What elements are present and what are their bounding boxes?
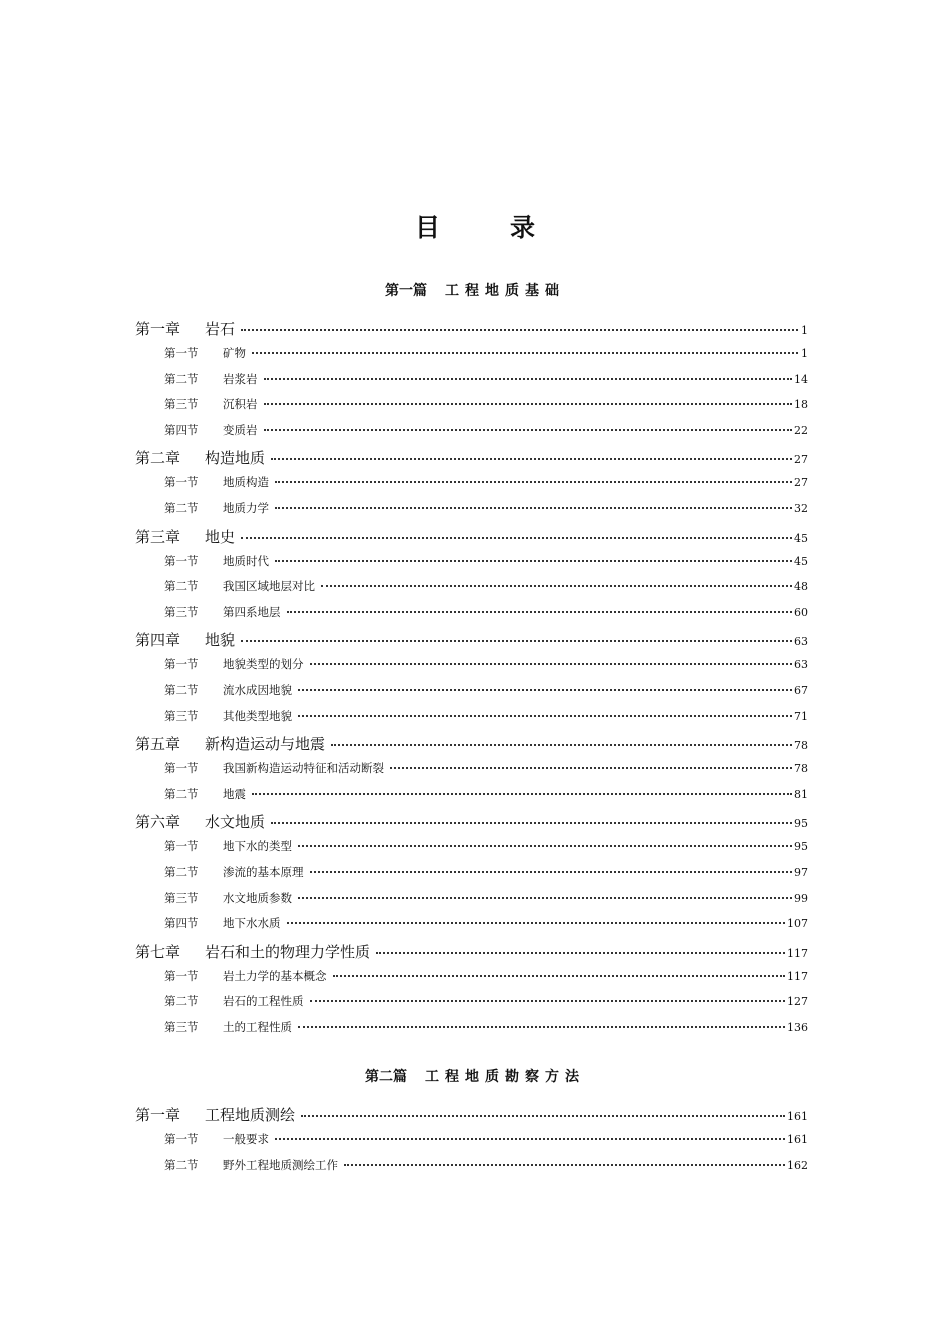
- section-entry[interactable]: [164, 1131, 808, 1147]
- section-title: 地下水的类型: [223, 839, 292, 854]
- page-number: 95: [794, 840, 808, 854]
- chapter-number: 第五章: [135, 735, 181, 754]
- section-title: 矿物: [223, 346, 246, 360]
- section-title: 岩浆岩: [223, 371, 258, 386]
- section-title: 地貌类型的划分: [223, 657, 304, 672]
- chapter-title: 水文地质: [205, 813, 266, 832]
- dot-leader: [271, 457, 792, 460]
- dot-leader: [344, 1163, 785, 1166]
- dot-leader: [252, 792, 792, 795]
- section-entry[interactable]: [164, 474, 808, 490]
- page-number: 45: [794, 531, 808, 545]
- chapter-number: 第三章: [135, 527, 181, 546]
- page-number: 71: [794, 709, 808, 723]
- section-number: 第一节: [164, 1132, 199, 1146]
- dot-leader: [241, 639, 792, 642]
- section-title: 一般要求: [223, 1132, 269, 1146]
- section-number: 第一节: [164, 968, 199, 983]
- page-number: 78: [794, 739, 808, 753]
- dot-leader: [275, 506, 792, 509]
- section-number: 第二节: [164, 865, 199, 879]
- section-entry[interactable]: [164, 838, 808, 854]
- section-entry[interactable]: [164, 371, 808, 387]
- chapter-title: 岩石: [205, 320, 236, 338]
- section-entry[interactable]: [164, 993, 808, 1009]
- part-label: 第二篇: [365, 1069, 407, 1085]
- chapter-entry[interactable]: [135, 1104, 808, 1125]
- section-entry[interactable]: [164, 708, 808, 724]
- part-label: 第一篇: [385, 283, 427, 299]
- page-number: 97: [794, 866, 808, 879]
- page-title-right: 录: [510, 213, 536, 242]
- dot-leader: [333, 974, 786, 977]
- section-number: 第二节: [164, 501, 199, 515]
- section-number: 第二节: [164, 1157, 199, 1172]
- page-number: 136: [787, 1021, 808, 1034]
- dot-leader: [376, 951, 785, 954]
- dot-leader: [287, 610, 793, 613]
- section-number: 第四节: [164, 916, 199, 931]
- section-number: 第二节: [164, 371, 199, 386]
- section-title: 岩石的工程性质: [223, 994, 304, 1009]
- section-entry[interactable]: [164, 760, 808, 776]
- section-entry[interactable]: [164, 604, 808, 620]
- dot-leader: [275, 480, 792, 483]
- dot-leader: [301, 1114, 785, 1117]
- chapter-entry[interactable]: [135, 811, 808, 832]
- chapter-entry[interactable]: [135, 447, 808, 468]
- chapter-entry[interactable]: [135, 629, 808, 650]
- section-number: 第三节: [164, 890, 199, 905]
- section-number: 第一节: [164, 839, 199, 854]
- dot-leader: [264, 377, 793, 380]
- chapter-number: 第四章: [135, 631, 181, 650]
- chapter-entry[interactable]: [135, 526, 808, 547]
- dot-leader: [287, 921, 786, 924]
- section-number: 第二节: [164, 786, 199, 801]
- page-number: 162: [787, 1158, 808, 1172]
- dot-leader: [275, 559, 792, 562]
- chapter-entry[interactable]: [135, 733, 808, 754]
- dot-leader: [310, 662, 793, 665]
- page-number: 81: [794, 787, 808, 801]
- section-title: 第四系地层: [223, 604, 281, 619]
- section-number: 第四节: [164, 422, 199, 437]
- section-title: 沉积岩: [223, 397, 258, 412]
- page-number: 60: [794, 605, 808, 619]
- section-title: 野外工程地质测绘工作: [223, 1157, 338, 1172]
- section-number: 第二节: [164, 994, 199, 1009]
- page-number: 45: [794, 554, 808, 568]
- dot-leader: [310, 870, 793, 873]
- section-entry[interactable]: [164, 396, 808, 412]
- section-title: 地质时代: [223, 553, 269, 568]
- section-number: 第一节: [164, 657, 199, 672]
- dot-leader: [298, 896, 792, 899]
- page-number: 1: [801, 324, 808, 337]
- dot-leader: [298, 688, 792, 691]
- section-entry[interactable]: [164, 786, 808, 802]
- chapter-title: 构造地质: [205, 449, 266, 468]
- section-entry[interactable]: [164, 345, 808, 361]
- chapter-number: 第七章: [135, 942, 181, 961]
- chapter-title: 地貌: [205, 631, 236, 650]
- page-number: 27: [794, 476, 808, 490]
- part-heading: [0, 1066, 950, 1086]
- page-number: 99: [794, 891, 808, 905]
- page-number: 22: [794, 423, 808, 437]
- section-title: 地震: [223, 786, 246, 801]
- dot-leader: [298, 714, 792, 717]
- section-title: 我国区域地层对比: [223, 579, 315, 594]
- section-number: 第二节: [164, 579, 199, 594]
- section-title: 水文地质参数: [223, 890, 292, 905]
- section-entry[interactable]: [164, 968, 808, 984]
- section-title: 渗流的基本原理: [223, 865, 304, 879]
- page-number: 67: [794, 684, 808, 697]
- page-title-left: 目: [414, 213, 440, 242]
- section-entry[interactable]: [164, 553, 808, 569]
- section-number: 第三节: [164, 708, 199, 723]
- section-number: 第二节: [164, 683, 199, 697]
- page-number: 63: [794, 658, 808, 672]
- section-title: 土的工程性质: [223, 1020, 292, 1034]
- section-entry[interactable]: [164, 656, 808, 672]
- chapter-entry[interactable]: [135, 318, 808, 339]
- section-title: 流水成因地貌: [223, 683, 292, 697]
- page-number: 48: [794, 580, 808, 594]
- part-heading: [0, 280, 950, 300]
- section-entry[interactable]: [164, 864, 808, 880]
- page-number: 27: [794, 453, 808, 467]
- dot-leader: [321, 584, 792, 587]
- page-number: 95: [794, 817, 808, 831]
- page-number: 127: [787, 995, 808, 1009]
- dot-leader: [264, 428, 793, 431]
- section-entry[interactable]: [164, 422, 808, 438]
- dot-leader: [252, 351, 798, 354]
- chapter-number: 第一章: [135, 320, 181, 338]
- dot-leader: [298, 844, 792, 847]
- dot-leader: [275, 1137, 785, 1140]
- section-entry[interactable]: [164, 890, 808, 906]
- dot-leader: [271, 821, 792, 824]
- section-number: 第三节: [164, 604, 199, 619]
- page-number: 107: [787, 917, 808, 931]
- chapter-number: 第一章: [135, 1106, 181, 1124]
- dot-leader: [310, 999, 786, 1002]
- chapter-title: 工程地质测绘: [205, 1106, 296, 1124]
- section-number: 第三节: [164, 397, 199, 412]
- page-number: 78: [794, 762, 808, 776]
- section-number: 第一节: [164, 475, 199, 490]
- part-name: 工程地质基础: [445, 283, 565, 299]
- section-entry[interactable]: [164, 915, 808, 931]
- chapter-title: 岩石和土的物理力学性质: [205, 942, 371, 961]
- section-number: 第一节: [164, 553, 199, 568]
- section-entry[interactable]: [164, 500, 808, 516]
- chapter-entry[interactable]: [135, 941, 808, 962]
- dot-leader: [241, 536, 792, 539]
- chapter-title: 地史: [205, 527, 236, 546]
- page-number: 161: [787, 1133, 808, 1146]
- section-title: 地质力学: [223, 501, 269, 515]
- section-number: 第一节: [164, 761, 199, 776]
- page-number: 117: [787, 946, 808, 960]
- page-number: 117: [787, 969, 808, 983]
- page-number: 14: [794, 372, 808, 386]
- section-title: 地质构造: [223, 475, 269, 490]
- section-number: 第一节: [164, 346, 199, 360]
- dot-leader: [264, 402, 793, 405]
- page-title: [0, 208, 950, 244]
- page-number: 161: [787, 1110, 808, 1123]
- section-entry[interactable]: [164, 1019, 808, 1035]
- page-number: 63: [794, 635, 808, 649]
- section-entry[interactable]: [164, 682, 808, 698]
- section-entry[interactable]: [164, 578, 808, 594]
- page-number: 32: [794, 502, 808, 515]
- section-title: 岩土力学的基本概念: [223, 968, 327, 983]
- page-number: 18: [794, 398, 808, 412]
- chapter-number: 第六章: [135, 813, 181, 832]
- section-title: 其他类型地貌: [223, 708, 292, 723]
- dot-leader: [298, 1025, 785, 1028]
- chapter-title: 新构造运动与地震: [205, 735, 326, 754]
- dot-leader: [241, 328, 798, 331]
- dot-leader: [390, 766, 792, 769]
- page-number: 1: [801, 347, 808, 360]
- section-title: 地下水水质: [223, 916, 281, 931]
- section-title: 我国新构造运动特征和活动断裂: [223, 761, 384, 776]
- section-number: 第三节: [164, 1020, 199, 1034]
- part-name: 工程地质勘察方法: [425, 1069, 585, 1085]
- section-title: 变质岩: [223, 422, 258, 437]
- section-entry[interactable]: [164, 1157, 808, 1173]
- dot-leader: [331, 743, 792, 746]
- chapter-number: 第二章: [135, 449, 181, 468]
